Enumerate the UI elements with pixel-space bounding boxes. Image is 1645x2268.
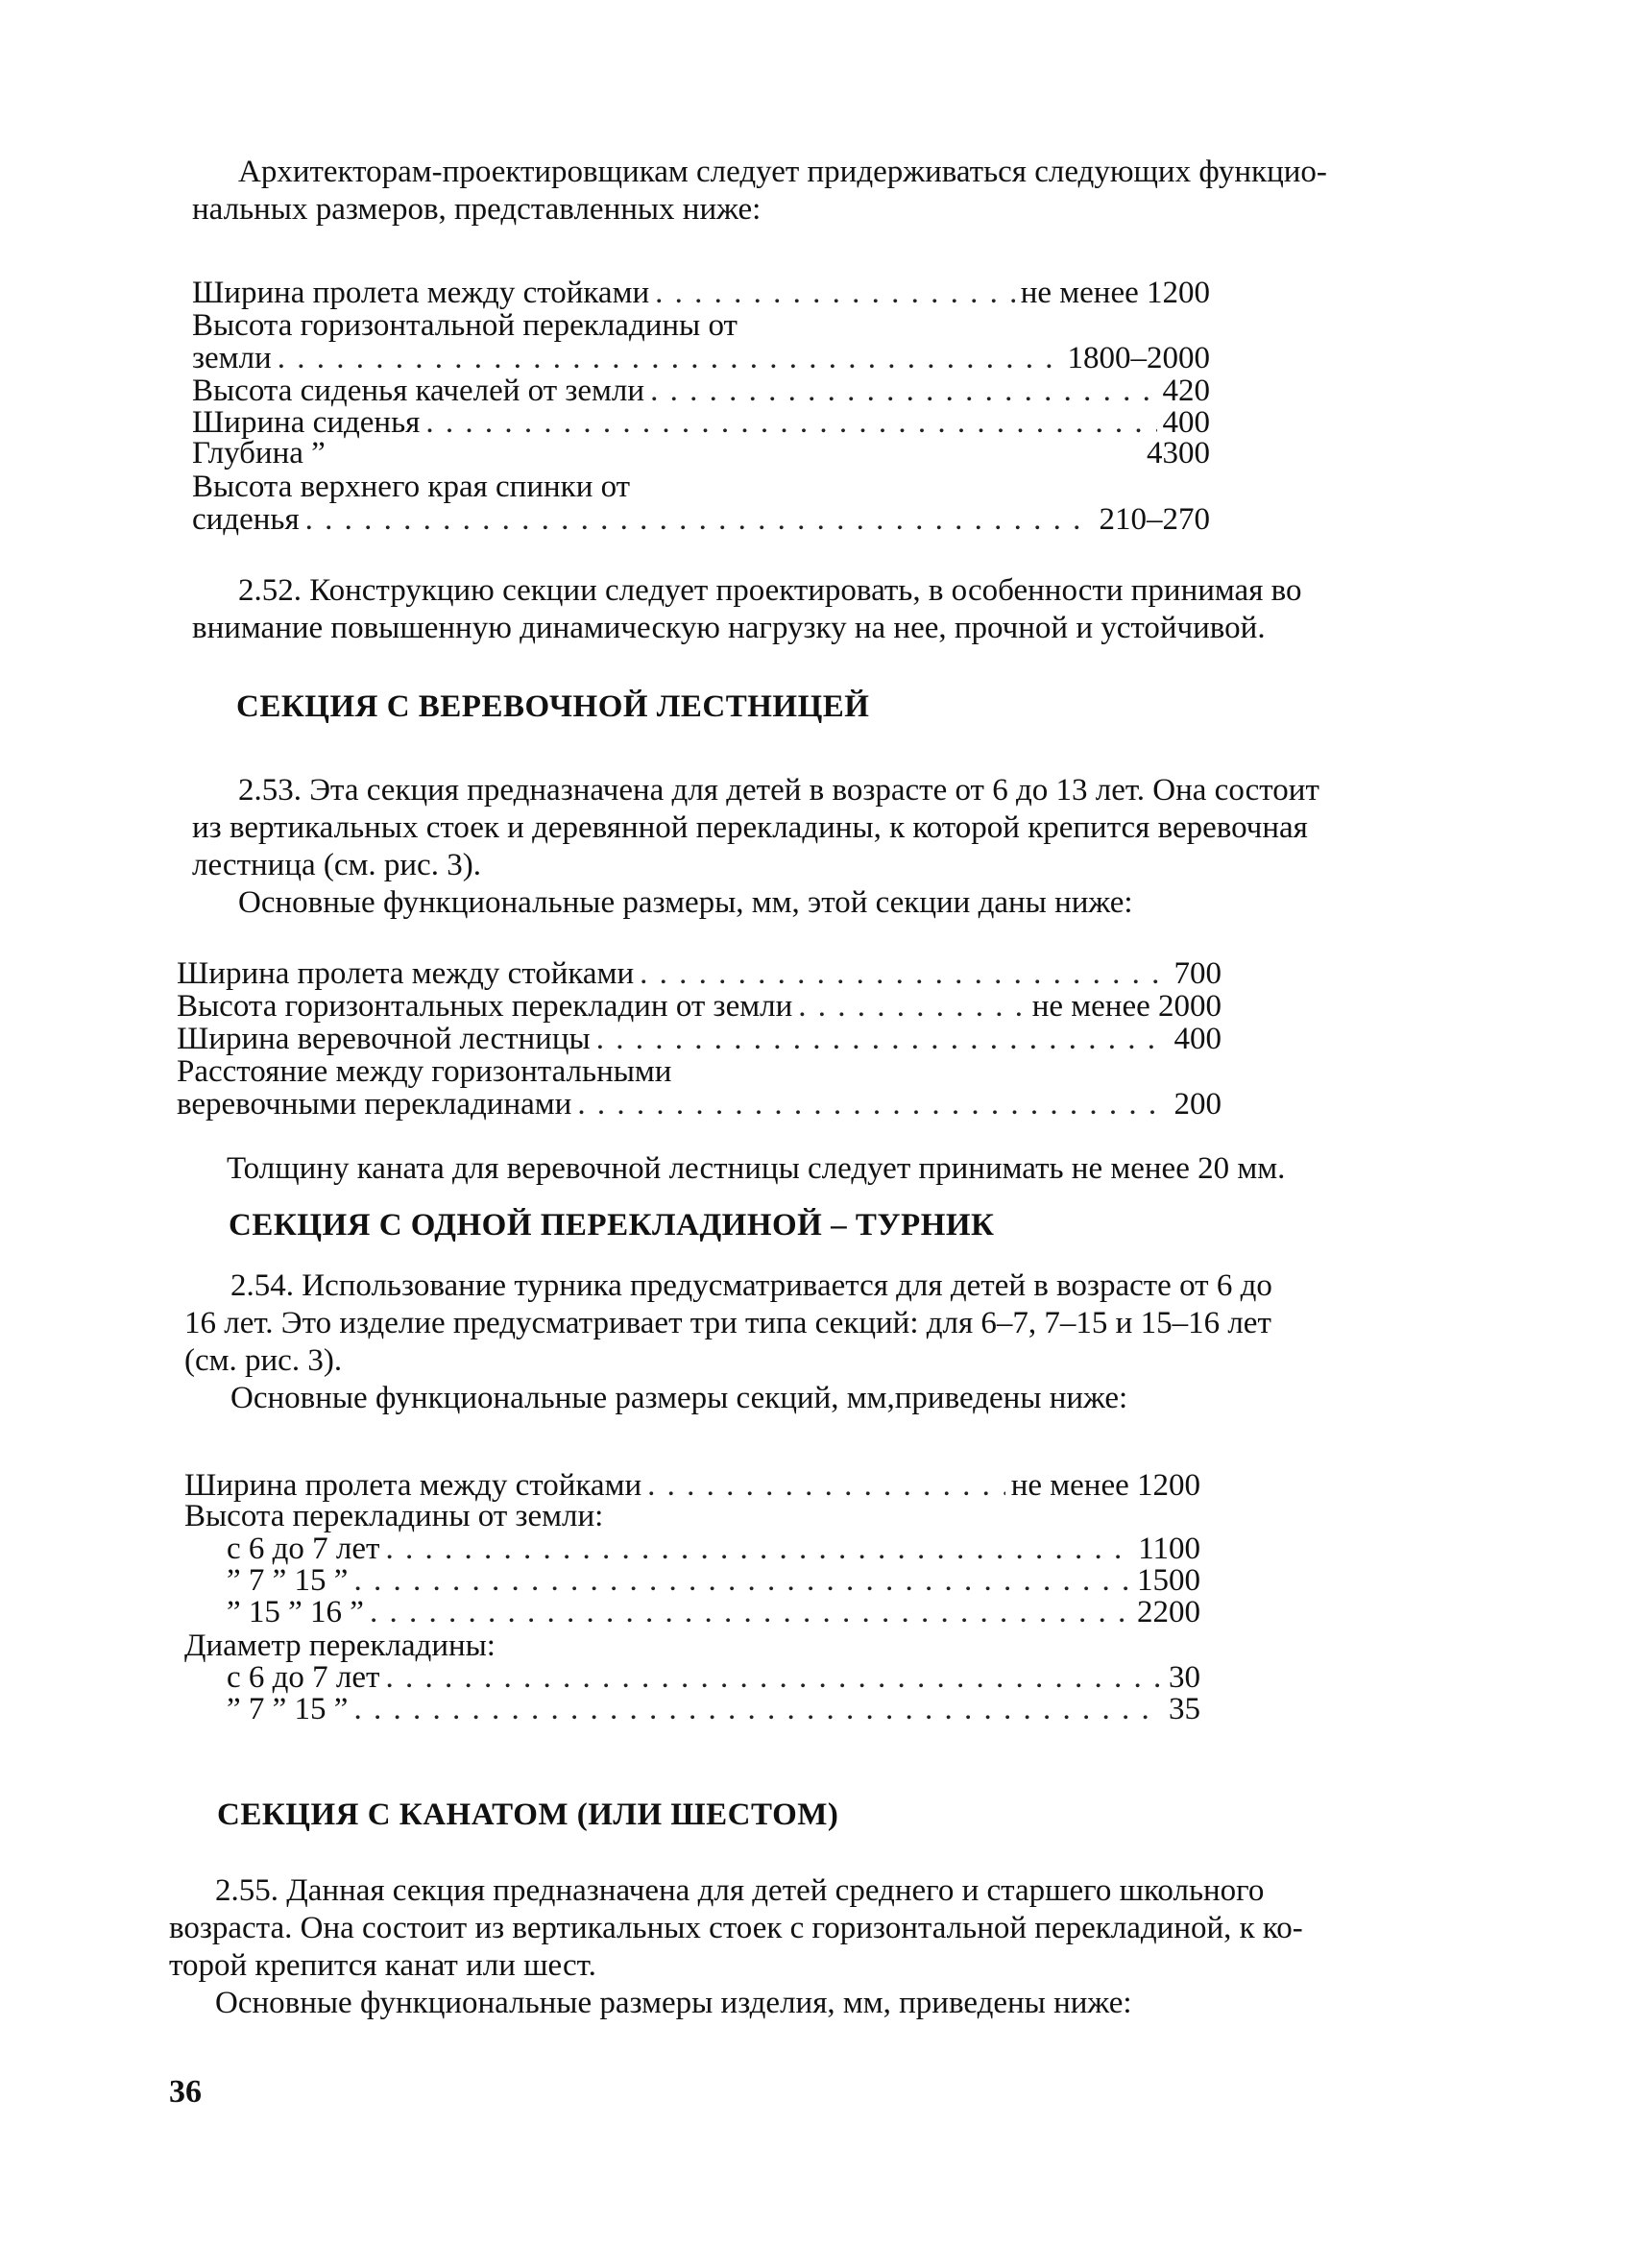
p255-line-1: 2.55. Данная секция предназначена для детей среднего и старшего школьного bbox=[215, 1873, 1265, 1908]
list-item: Высота сиденья качелей от земли . . . 420 bbox=[192, 374, 1210, 407]
list-item: Высота горизонтальной перекладины от bbox=[192, 309, 738, 342]
paragraph-2-54 bbox=[184, 1267, 1479, 1417]
list-item: ” 7 ” 15 ” . . . 35 bbox=[227, 1693, 1200, 1725]
paragraph-2-53 bbox=[192, 772, 1479, 922]
p254-line-4: Основные функциональные размеры секций, мм,приведены ниже: bbox=[230, 1381, 1128, 1415]
section-heading-rope-pole: СЕКЦИЯ С КАНАТОМ (ИЛИ ШЕСТОМ) bbox=[217, 1798, 839, 1832]
list-item: с 6 до 7 лет . . . 30 bbox=[227, 1661, 1200, 1694]
intro-paragraph bbox=[192, 154, 1479, 229]
list-item: Расстояние между горизонтальными bbox=[177, 1055, 672, 1088]
list-item: веревочными перекладинами . . . 200 bbox=[177, 1088, 1222, 1121]
list-item: ” 15 ” 16 ” . . . 2200 bbox=[227, 1596, 1200, 1629]
page-number: 36 bbox=[169, 2074, 202, 2110]
list-item: земли . . . 1800–2000 bbox=[192, 342, 1210, 374]
p253-line-3: лестница (см. рис. 3). bbox=[192, 848, 481, 882]
paragraph-2-55 bbox=[169, 1872, 1479, 2022]
list-item: Высота верхнего края спинки от bbox=[192, 470, 631, 503]
list-item: Ширина пролета между стойками . . . не менее 1200 bbox=[184, 1469, 1200, 1502]
p255-line-3: торой крепится канат или шест. bbox=[169, 1948, 596, 1983]
intro-line-2: нальных размеров, представленных ниже: bbox=[192, 192, 762, 227]
list-item: с 6 до 7 лет . . . 1100 bbox=[227, 1532, 1200, 1565]
p252-line-2: внимание повышенную динамическую нагрузку на нее, прочной и устойчивой. bbox=[192, 611, 1266, 645]
list-item: ” 7 ” 15 ” . . . 1500 bbox=[227, 1564, 1200, 1597]
list-item: Диаметр перекладины: bbox=[184, 1629, 496, 1662]
p252-line-1: 2.52. Конструкцию секции следует проектировать, в особенности принимая во bbox=[238, 573, 1302, 608]
list-item: Высота перекладины от земли: bbox=[184, 1500, 604, 1532]
p255-line-4: Основные функциональные размеры изделия, мм, приведены ниже: bbox=[215, 1986, 1132, 2020]
p253-line-4: Основные функциональные размеры, мм, этой секции даны ниже: bbox=[238, 885, 1133, 920]
list-item: Ширина сиденья . . . 400 bbox=[192, 406, 1210, 439]
list-item: Ширина пролета между стойками . . . 700 bbox=[177, 957, 1222, 990]
list-item: Высота горизонтальных перекладин от земли . . . не менее 2000 bbox=[177, 990, 1222, 1023]
section-heading-rope-ladder: СЕКЦИЯ С ВЕРЕВОЧНОЙ ЛЕСТНИЦЕЙ bbox=[236, 689, 870, 724]
list-item: сиденья . . . 210–270 bbox=[192, 503, 1210, 536]
paragraph-2-52 bbox=[192, 572, 1479, 647]
p254-line-3: (см. рис. 3). bbox=[184, 1343, 343, 1378]
p253-line-2: из вертикальных стоек и деревянной перекладины, к которой крепится веревочная bbox=[192, 810, 1308, 845]
list-item: Ширина пролета между стойками . . . не менее 1200 bbox=[192, 277, 1210, 309]
list-item: Ширина веревочной лестницы . . . 400 bbox=[177, 1023, 1222, 1055]
p254-line-1: 2.54. Использование турника предусматривается для детей в возрасте от 6 до bbox=[230, 1268, 1272, 1303]
p254-line-2: 16 лет. Это изделие предусматривает три типа секций: для 6–7, 7–15 и 15–16 лет bbox=[184, 1306, 1271, 1340]
p253-line-1: 2.53. Эта секция предназначена для детей в возрасте от 6 до 13 лет. Она состоит bbox=[238, 773, 1319, 808]
rope-thickness-note: Толщину каната для веревочной лестницы следует принимать не менее 20 мм. bbox=[227, 1151, 1286, 1186]
list-item: Глубина ” 4300 bbox=[192, 437, 1210, 470]
p255-line-2: возраста. Она состоит из вертикальных стоек с горизонтальной перекладиной, к ко- bbox=[169, 1911, 1303, 1945]
section-heading-horizontal-bar: СЕКЦИЯ С ОДНОЙ ПЕРЕКЛАДИНОЙ – ТУРНИК bbox=[229, 1208, 995, 1243]
intro-line-1: Архитекторам-проектировщикам следует придерживаться следующих функцио- bbox=[238, 155, 1327, 189]
